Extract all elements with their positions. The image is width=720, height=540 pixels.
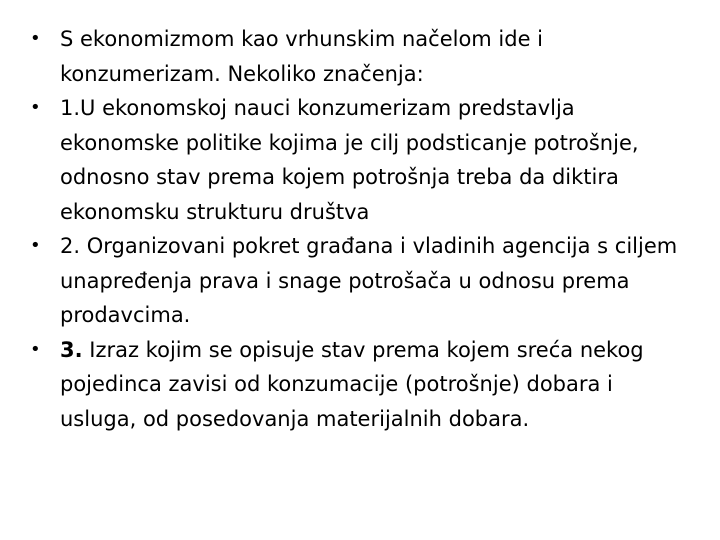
bullet-text: 2. Organizovani pokret građana i vladinih agencija s ciljem unapređenja prava i snage potrošača u odnosu prema prodavcima. bbox=[60, 234, 678, 327]
bullet-number: 3. bbox=[60, 337, 83, 362]
bullet-icon: • bbox=[30, 338, 41, 360]
bullet-list bbox=[30, 22, 690, 436]
bullet-text: 1.U ekonomskoj nauci konzumerizam predstavlja ekonomske politike kojima je cilj podsticanje potrošnje, odnosno stav prema kojem potrošnja treba da diktira ekonomsku strukturu društva bbox=[60, 96, 639, 224]
bullet-icon: • bbox=[30, 97, 41, 118]
bullet-item-3 bbox=[30, 229, 690, 333]
bullet-icon: • bbox=[30, 28, 41, 49]
bullet-item-2 bbox=[30, 91, 690, 229]
bullet-icon: • bbox=[30, 235, 41, 256]
bullet-item-4 bbox=[30, 333, 690, 437]
bullet-item-1 bbox=[30, 22, 690, 91]
bullet-text: Izraz kojim se opisuje stav prema kojem sreća nekog pojedinca zavisi od konzumacije (potrošnje) dobara i usluga, od posedovanja materijalnih dobara. bbox=[60, 337, 644, 431]
bullet-text: S ekonomizmom kao vrhunskim načelom ide i konzumerizam. Nekoliko značenja: bbox=[60, 27, 544, 86]
